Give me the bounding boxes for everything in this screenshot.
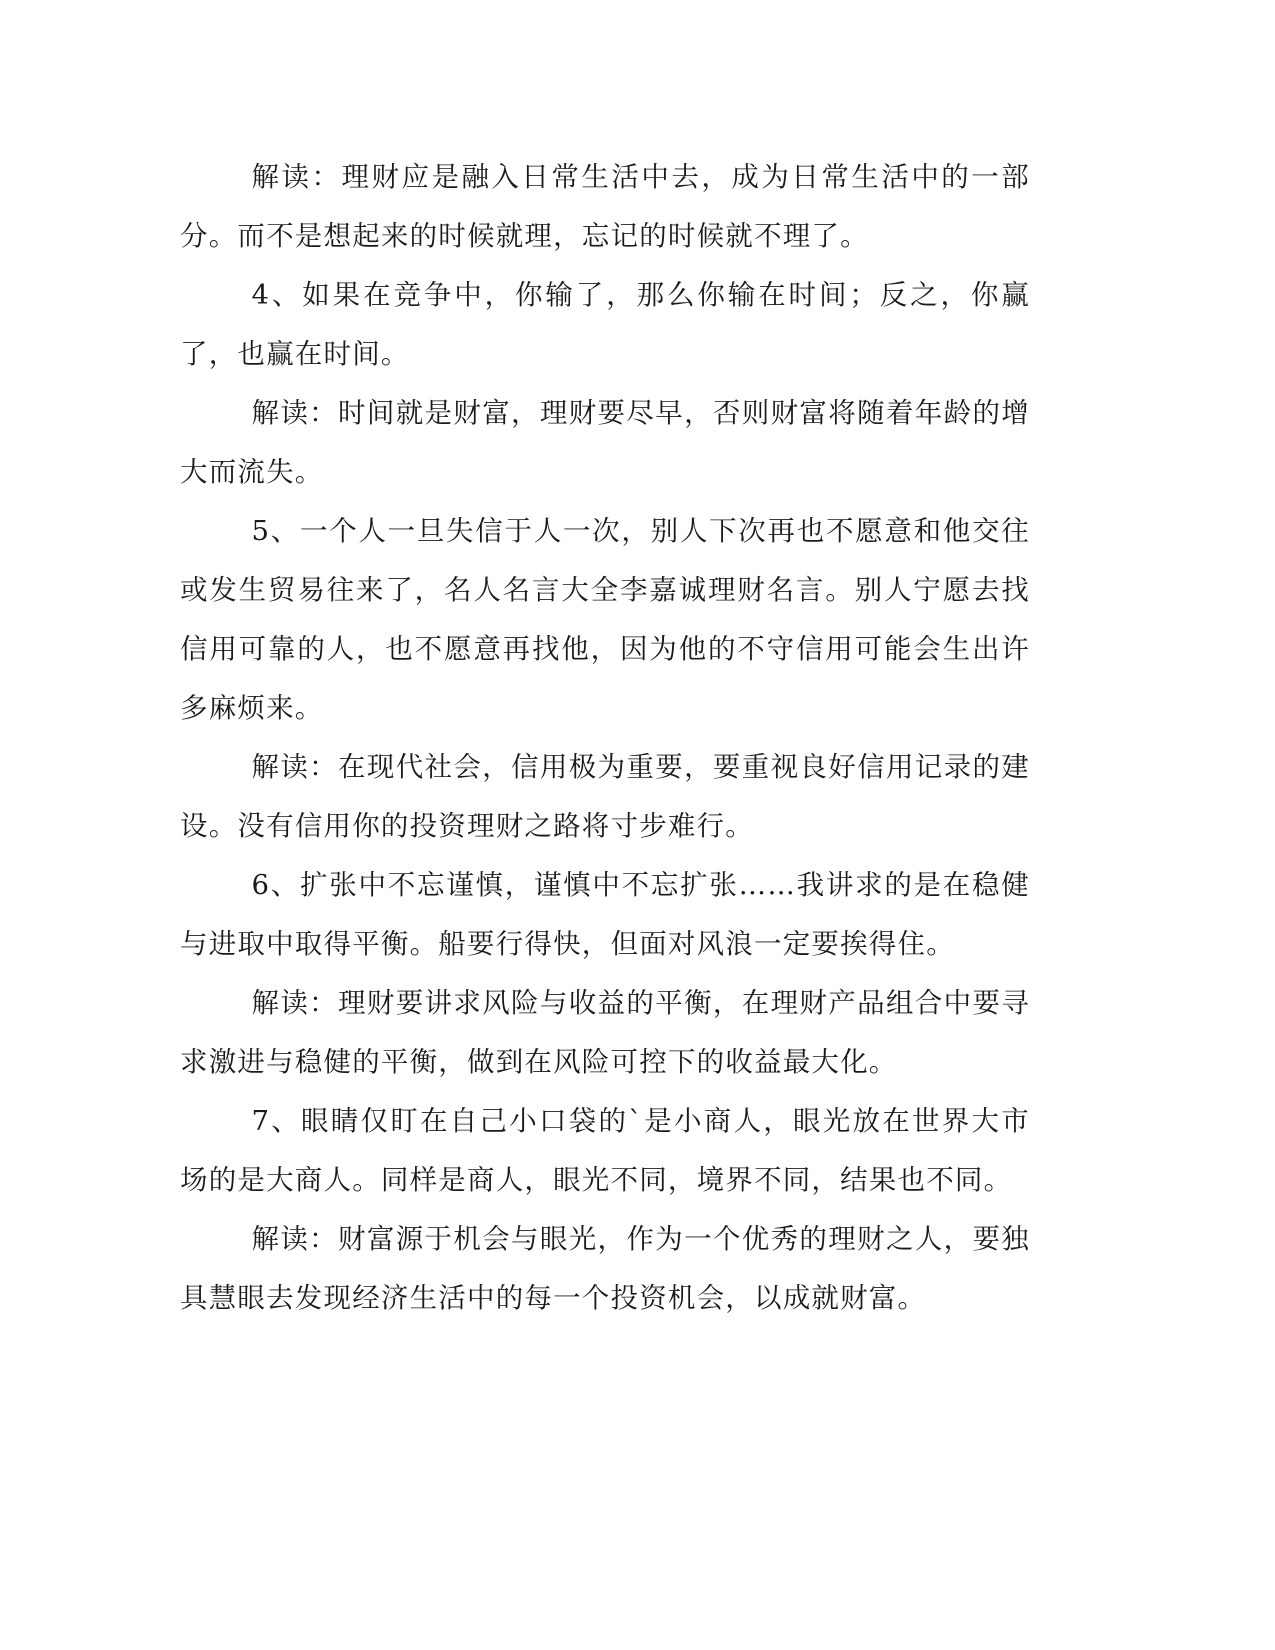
paragraph-quote-4: 4、如果在竞争中，你输了，那么你输在时间；反之，你赢了，也赢在时间。 bbox=[180, 279, 1030, 370]
document-page bbox=[180, 148, 1030, 1328]
paragraph-quote-7: 7、眼睛仅盯在自己小口袋的`是小商人，眼光放在世界大市场的是大商人。同样是商人，眼光不同，境界不同，结果也不同。 bbox=[180, 1105, 1030, 1196]
paragraph-quote-6: 6、扩张中不忘谨慎，谨慎中不忘扩张……我讲求的是在稳健与进取中取得平衡。船要行得快，但面对风浪一定要挨得住。 bbox=[180, 869, 1030, 960]
paragraph-interpretation-6: 解读：理财要讲求风险与收益的平衡，在理财产品组合中要寻求激进与稳健的平衡，做到在风险可控下的收益最大化。 bbox=[180, 987, 1030, 1078]
paragraph-interpretation-4: 解读：时间就是财富，理财要尽早，否则财富将随着年龄的增大而流失。 bbox=[180, 397, 1030, 488]
paragraph-interpretation-5: 解读：在现代社会，信用极为重要，要重视良好信用记录的建设。没有信用你的投资理财之路将寸步难行。 bbox=[180, 751, 1030, 842]
paragraph-quote-5: 5、一个人一旦失信于人一次，别人下次再也不愿意和他交往或发生贸易往来了，名人名言大全李嘉诚理财名言。别人宁愿去找信用可靠的人，也不愿意再找他，因为他的不守信用可能会生出许多麻烦来。 bbox=[180, 515, 1030, 724]
paragraph-interpretation-7: 解读：财富源于机会与眼光，作为一个优秀的理财之人，要独具慧眼去发现经济生活中的每一个投资机会，以成就财富。 bbox=[180, 1223, 1030, 1314]
paragraph-interpretation-3: 解读：理财应是融入日常生活中去，成为日常生活中的一部分。而不是想起来的时候就理，忘记的时候就不理了。 bbox=[180, 161, 1030, 252]
